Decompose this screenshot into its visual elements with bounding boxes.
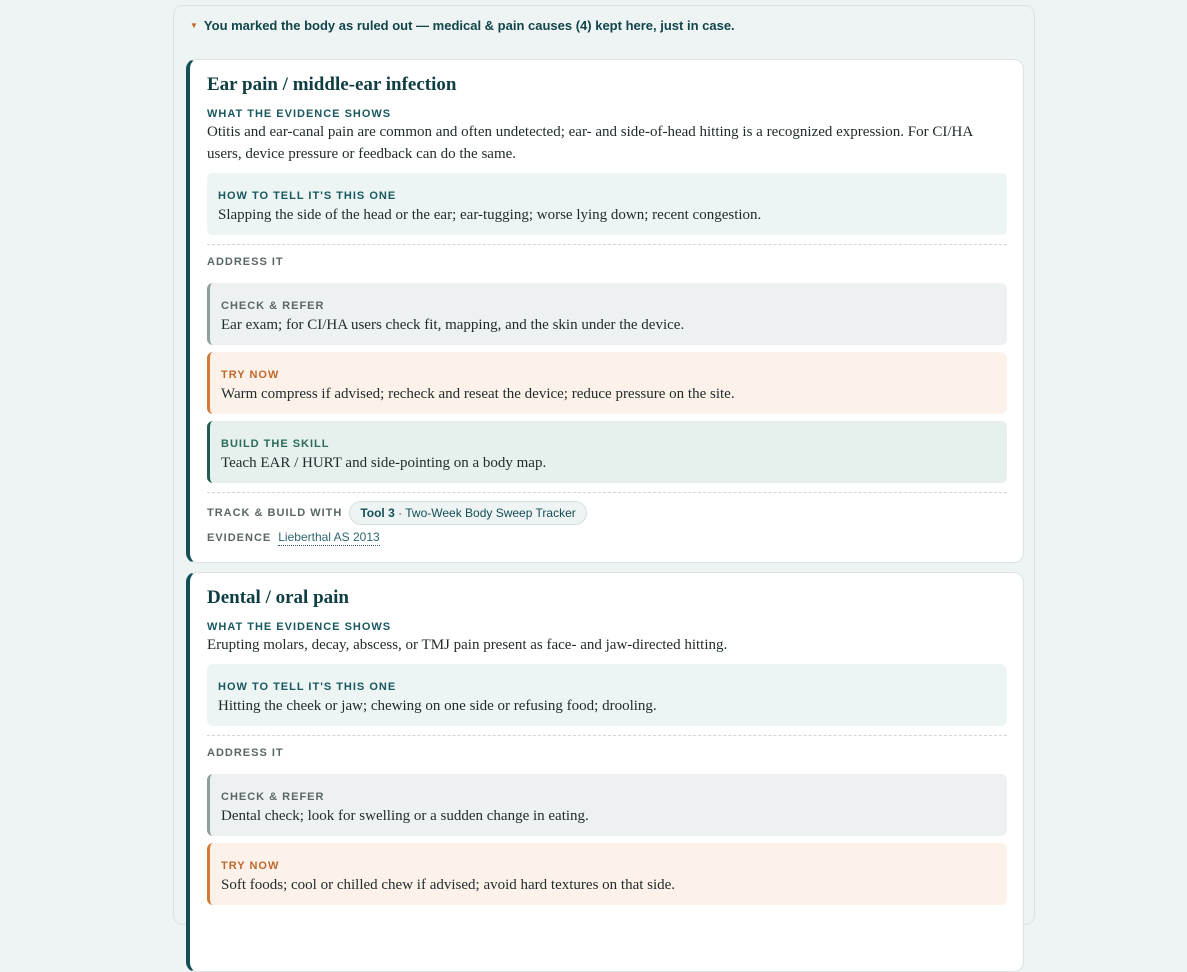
check-refer-heading: CHECK & REFER: [221, 300, 325, 312]
tell-text: Slapping the side of the head or the ear; ear-tugging; worse lying down; recent congestion.: [218, 207, 762, 223]
card-title: Dental / oral pain: [207, 587, 349, 608]
cause-card-dental-pain: [186, 572, 1024, 972]
evidence-text: Otitis and ear-canal pain are common and often undetected; ear- and side-of-head hitting is a recognized expression. For CI/HA users, device pressure or feedback can do the same.: [207, 124, 973, 162]
evidence-link[interactable]: Lieberthal AS 2013: [278, 530, 380, 544]
check-refer-box: [207, 283, 1007, 345]
evidence-heading: WHAT THE EVIDENCE SHOWS: [207, 108, 392, 120]
ruled-out-panel: [173, 5, 1035, 925]
track-row: [207, 501, 1007, 525]
try-now-text: Warm compress if advised; recheck and reseat the device; reduce pressure on the site.: [221, 386, 735, 402]
check-refer-box: [207, 774, 1007, 836]
try-now-box: [207, 352, 1007, 414]
tool-name: Two-Week Body Sweep Tracker: [405, 506, 576, 520]
tool-separator: ·: [394, 506, 406, 520]
how-to-tell-box: [207, 664, 1007, 726]
card-title: Ear pain / middle-ear infection: [207, 74, 457, 95]
cause-card-ear-pain: [186, 59, 1024, 563]
try-now-heading: TRY NOW: [221, 860, 280, 872]
check-refer-heading: CHECK & REFER: [221, 791, 325, 803]
divider: [207, 492, 1007, 493]
tell-heading: HOW TO TELL IT'S THIS ONE: [218, 190, 397, 202]
tell-text: Hitting the cheek or jaw; chewing on one side or refusing food; drooling.: [218, 698, 657, 714]
address-heading: ADDRESS IT: [207, 256, 284, 268]
evidence-text: Erupting molars, decay, abscess, or TMJ pain present as face- and jaw-directed hitting.: [207, 637, 728, 653]
check-refer-text: Dental check; look for swelling or a sudden change in eating.: [221, 808, 589, 824]
ruled-out-notice: You marked the body as ruled out — medical & pain causes (4) kept here, just in case.: [203, 18, 735, 33]
address-heading: ADDRESS IT: [207, 747, 284, 759]
check-refer-text: Ear exam; for CI/HA users check fit, mapping, and the skin under the device.: [221, 317, 685, 333]
build-skill-text: Teach EAR / HURT and side-pointing on a body map.: [221, 455, 547, 471]
divider: [207, 735, 1007, 736]
tell-heading: HOW TO TELL IT'S THIS ONE: [218, 681, 397, 693]
build-skill-box: [207, 421, 1007, 483]
try-now-box: [207, 843, 1007, 905]
evidence-heading: WHAT THE EVIDENCE SHOWS: [207, 621, 392, 633]
tool-chip[interactable]: [349, 501, 586, 525]
evidence-row: [207, 529, 1007, 547]
tool-number: Tool 3: [360, 506, 395, 520]
caret-down-icon: ▼: [190, 21, 198, 30]
build-skill-heading: BUILD THE SKILL: [221, 438, 330, 450]
track-heading: TRACK & BUILD WITH: [207, 507, 343, 519]
evidence-label: EVIDENCE: [207, 532, 272, 544]
divider: [207, 244, 1007, 245]
how-to-tell-box: [207, 173, 1007, 235]
try-now-heading: TRY NOW: [221, 369, 280, 381]
try-now-text: Soft foods; cool or chilled chew if advised; avoid hard textures on that side.: [221, 877, 676, 893]
ruled-out-toggle[interactable]: [190, 18, 735, 33]
